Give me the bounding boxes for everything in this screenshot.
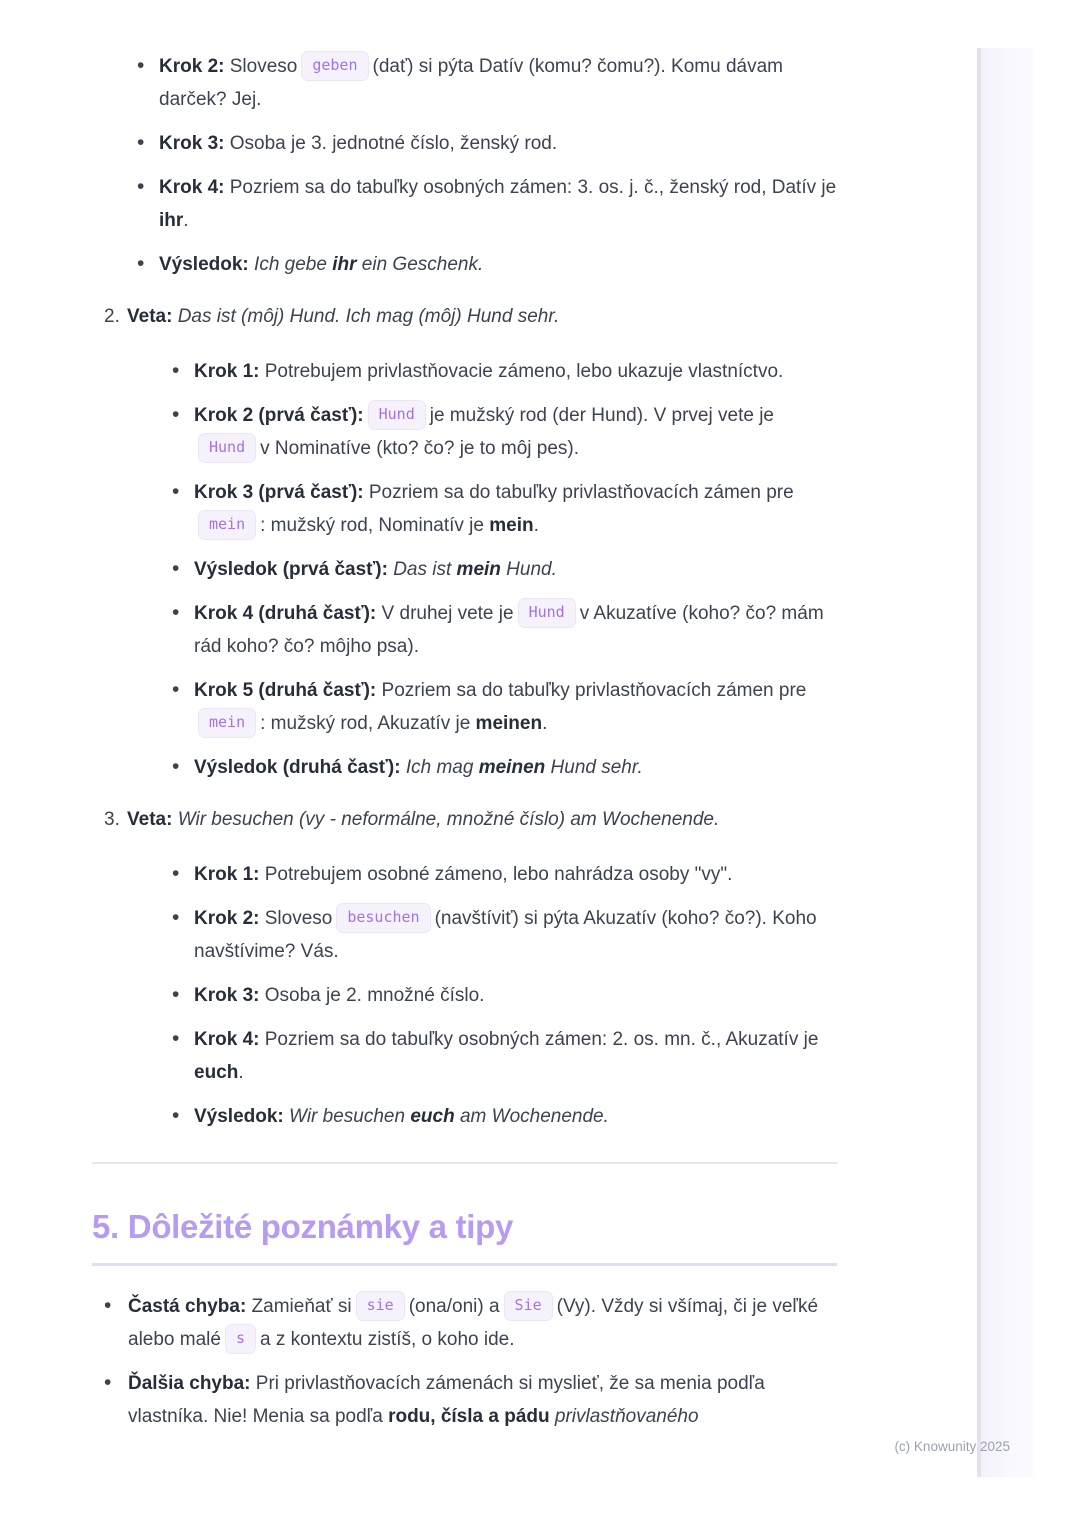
inline-code-chip: besuchen bbox=[336, 903, 430, 933]
text-run: meinen bbox=[475, 713, 543, 734]
step-item bbox=[92, 171, 837, 237]
text-run: Krok 2: bbox=[159, 56, 225, 77]
text-run: ein Geschenk. bbox=[356, 254, 484, 275]
text-run: a z kontextu zistíš, o koho ide. bbox=[259, 1329, 515, 1350]
rich-text bbox=[159, 248, 837, 281]
text-run: (navštíviť) si pýta Akuzatív (koho? čo?). Koho navštívime? Vás. bbox=[194, 908, 817, 962]
text-run: Krok 2: bbox=[194, 908, 260, 929]
text-run: Krok 4 (druhá časť): bbox=[194, 603, 377, 624]
text-run: Das ist bbox=[393, 559, 457, 580]
text-run: Krok 5 (druhá časť): bbox=[194, 680, 377, 701]
text-run: Das ist (môj) Hund. Ich mag (môj) Hund sehr. bbox=[177, 306, 560, 327]
rich-text bbox=[128, 1367, 837, 1433]
text-run: Krok 3: bbox=[159, 133, 225, 154]
text-run: Krok 3 (prvá časť): bbox=[194, 482, 364, 503]
step-item bbox=[127, 1100, 837, 1133]
tips-list bbox=[92, 1290, 837, 1433]
inline-code-chip: s bbox=[225, 1324, 256, 1354]
text-run: Wir besuchen (vy - neformálne, množné číslo) am Wochenende. bbox=[177, 809, 720, 830]
text-run: (Vy). Vždy si všímaj, či je veľké alebo malé bbox=[128, 1296, 819, 1350]
text-run: Zamieňať si bbox=[246, 1296, 352, 1317]
step-item bbox=[127, 553, 837, 586]
text-run: Častá chyba: bbox=[128, 1296, 247, 1317]
rich-text bbox=[194, 355, 837, 388]
text-run: Ďalšia chyba: bbox=[128, 1373, 251, 1394]
text-run: Sloveso bbox=[224, 56, 298, 77]
rich-text bbox=[194, 553, 837, 586]
text-run: Pozriem sa do tabuľky privlastňovacích zámen pre bbox=[376, 680, 807, 701]
step-item bbox=[127, 979, 837, 1012]
rich-text bbox=[194, 1023, 837, 1089]
step-item bbox=[127, 399, 837, 465]
step-item bbox=[92, 50, 837, 116]
text-run: Potrebujem privlastňovacie zámeno, lebo ukazuje vlastníctvo. bbox=[259, 361, 784, 382]
sentence-number: 3. bbox=[104, 809, 120, 830]
text-run: Sloveso bbox=[259, 908, 333, 929]
step-item bbox=[92, 127, 837, 160]
section-divider bbox=[92, 1162, 837, 1164]
text-run: Krok 3: bbox=[194, 985, 260, 1006]
sentence-step-list bbox=[127, 858, 837, 1133]
text-run: Osoba je 3. jednotné číslo, ženský rod. bbox=[224, 133, 558, 154]
sentence-lead bbox=[127, 803, 837, 836]
section-heading-underline bbox=[92, 1204, 837, 1266]
text-run: Hund. bbox=[500, 559, 557, 580]
inline-code-chip: Sie bbox=[504, 1291, 553, 1321]
inline-code-chip: mein bbox=[198, 708, 256, 738]
text-run: Krok 1: bbox=[194, 361, 260, 382]
step-item bbox=[127, 476, 837, 542]
text-run: Hund sehr. bbox=[545, 757, 643, 778]
text-run: . bbox=[183, 210, 189, 231]
text-run: am Wochenende. bbox=[454, 1106, 609, 1127]
text-run: ihr bbox=[332, 254, 357, 275]
rich-text bbox=[159, 50, 837, 116]
step-item bbox=[127, 597, 837, 663]
step-item bbox=[127, 858, 837, 891]
text-run: Krok 2 (prvá časť): bbox=[194, 405, 364, 426]
rich-text bbox=[194, 1100, 837, 1133]
rich-text bbox=[159, 127, 837, 160]
tip-item bbox=[92, 1290, 837, 1356]
text-run: ihr bbox=[159, 210, 184, 231]
text-run: rodu, čísla a pádu bbox=[388, 1406, 550, 1427]
text-run: mein bbox=[489, 515, 534, 536]
text-run: mein bbox=[456, 559, 501, 580]
text-run: Potrebujem osobné zámeno, lebo nahrádza osoby "vy". bbox=[259, 864, 733, 885]
text-run: Krok 4: bbox=[194, 1029, 260, 1050]
text-run: meinen bbox=[478, 757, 546, 778]
text-run: . bbox=[238, 1062, 244, 1083]
text-run: Pozriem sa do tabuľky osobných zámen: 2. os. mn. č., Akuzatív je bbox=[259, 1029, 819, 1050]
step-item bbox=[127, 751, 837, 784]
text-run: Wir besuchen bbox=[289, 1106, 411, 1127]
rich-text bbox=[194, 751, 837, 784]
text-run: Veta: bbox=[127, 306, 173, 327]
step-item bbox=[127, 1023, 837, 1089]
sentence-number: 2. bbox=[104, 306, 120, 327]
text-run: . bbox=[533, 515, 539, 536]
text-run: Výsledok (druhá časť): bbox=[194, 757, 401, 778]
rich-text bbox=[194, 597, 837, 663]
text-run: Pozriem sa do tabuľky osobných zámen: 3. os. j. č., ženský rod, Datív je bbox=[224, 177, 837, 198]
inline-code-chip: sie bbox=[356, 1291, 405, 1321]
text-run: Výsledok: bbox=[159, 254, 249, 275]
rich-text bbox=[194, 399, 837, 465]
rich-text bbox=[159, 171, 837, 237]
text-run: V druhej vete je bbox=[376, 603, 514, 624]
rich-text bbox=[194, 902, 837, 968]
text-run: (dať) si pýta Datív (komu? čomu?). Komu dávam darček? Jej. bbox=[159, 56, 783, 110]
text-run: Pozriem sa do tabuľky privlastňovacích zámen pre bbox=[363, 482, 794, 503]
footer-credit: (c) Knowunity 2025 bbox=[894, 1439, 1010, 1454]
text-run: Ich gebe bbox=[254, 254, 333, 275]
text-run: v Akuzatíve (koho? čo? mám rád koho? čo? môjho psa). bbox=[194, 603, 824, 657]
text-run: Výsledok (prvá časť): bbox=[194, 559, 388, 580]
rich-text bbox=[194, 979, 837, 1012]
step-item bbox=[92, 248, 837, 281]
text-run: euch bbox=[194, 1062, 239, 1083]
next-page-edge bbox=[977, 48, 1033, 1477]
step-item bbox=[127, 674, 837, 740]
text-run: Pri privlastňovacích zámenách si myslieť, že sa menia podľa vlastníka. Nie! Menia sa podľa bbox=[128, 1373, 765, 1427]
text-run: je mužský rod (der Hund). V prvej vete je bbox=[429, 405, 774, 426]
text-run: Ich mag bbox=[405, 757, 479, 778]
text-run: : mužský rod, Akuzatív je bbox=[260, 713, 476, 734]
text-run: v Nominatíve (kto? čo? je to môj pes). bbox=[260, 438, 580, 459]
inline-code-chip: Hund bbox=[518, 598, 576, 628]
sentence-block-2 bbox=[92, 300, 837, 784]
sentence-step-list bbox=[127, 355, 837, 784]
text-run: Krok 4: bbox=[159, 177, 225, 198]
text-run: Osoba je 2. množné číslo. bbox=[259, 985, 485, 1006]
text-run: . bbox=[542, 713, 548, 734]
sentence-lead bbox=[127, 300, 837, 333]
step-item bbox=[127, 902, 837, 968]
text-run: privlastňovaného bbox=[554, 1406, 699, 1427]
text-run: Krok 1: bbox=[194, 864, 260, 885]
text-run: (ona/oni) a bbox=[408, 1296, 500, 1317]
inline-code-chip: Hund bbox=[368, 400, 426, 430]
text-run: Výsledok: bbox=[194, 1106, 284, 1127]
rich-text bbox=[194, 858, 837, 891]
text-run: : mužský rod, Nominatív je bbox=[260, 515, 490, 536]
inline-code-chip: geben bbox=[301, 51, 368, 81]
inline-code-chip: mein bbox=[198, 510, 256, 540]
rich-text bbox=[128, 1290, 837, 1356]
intro-step-list bbox=[92, 50, 837, 281]
tip-item bbox=[92, 1367, 837, 1433]
step-item bbox=[127, 355, 837, 388]
text-run: Veta: bbox=[127, 809, 173, 830]
rich-text bbox=[194, 476, 837, 542]
text-run: euch bbox=[410, 1106, 455, 1127]
inline-code-chip: Hund bbox=[198, 433, 256, 463]
section-heading: 5. Dôležité poznámky a tipy bbox=[92, 1208, 514, 1245]
sentence-block-3 bbox=[92, 803, 837, 1133]
rich-text bbox=[194, 674, 837, 740]
